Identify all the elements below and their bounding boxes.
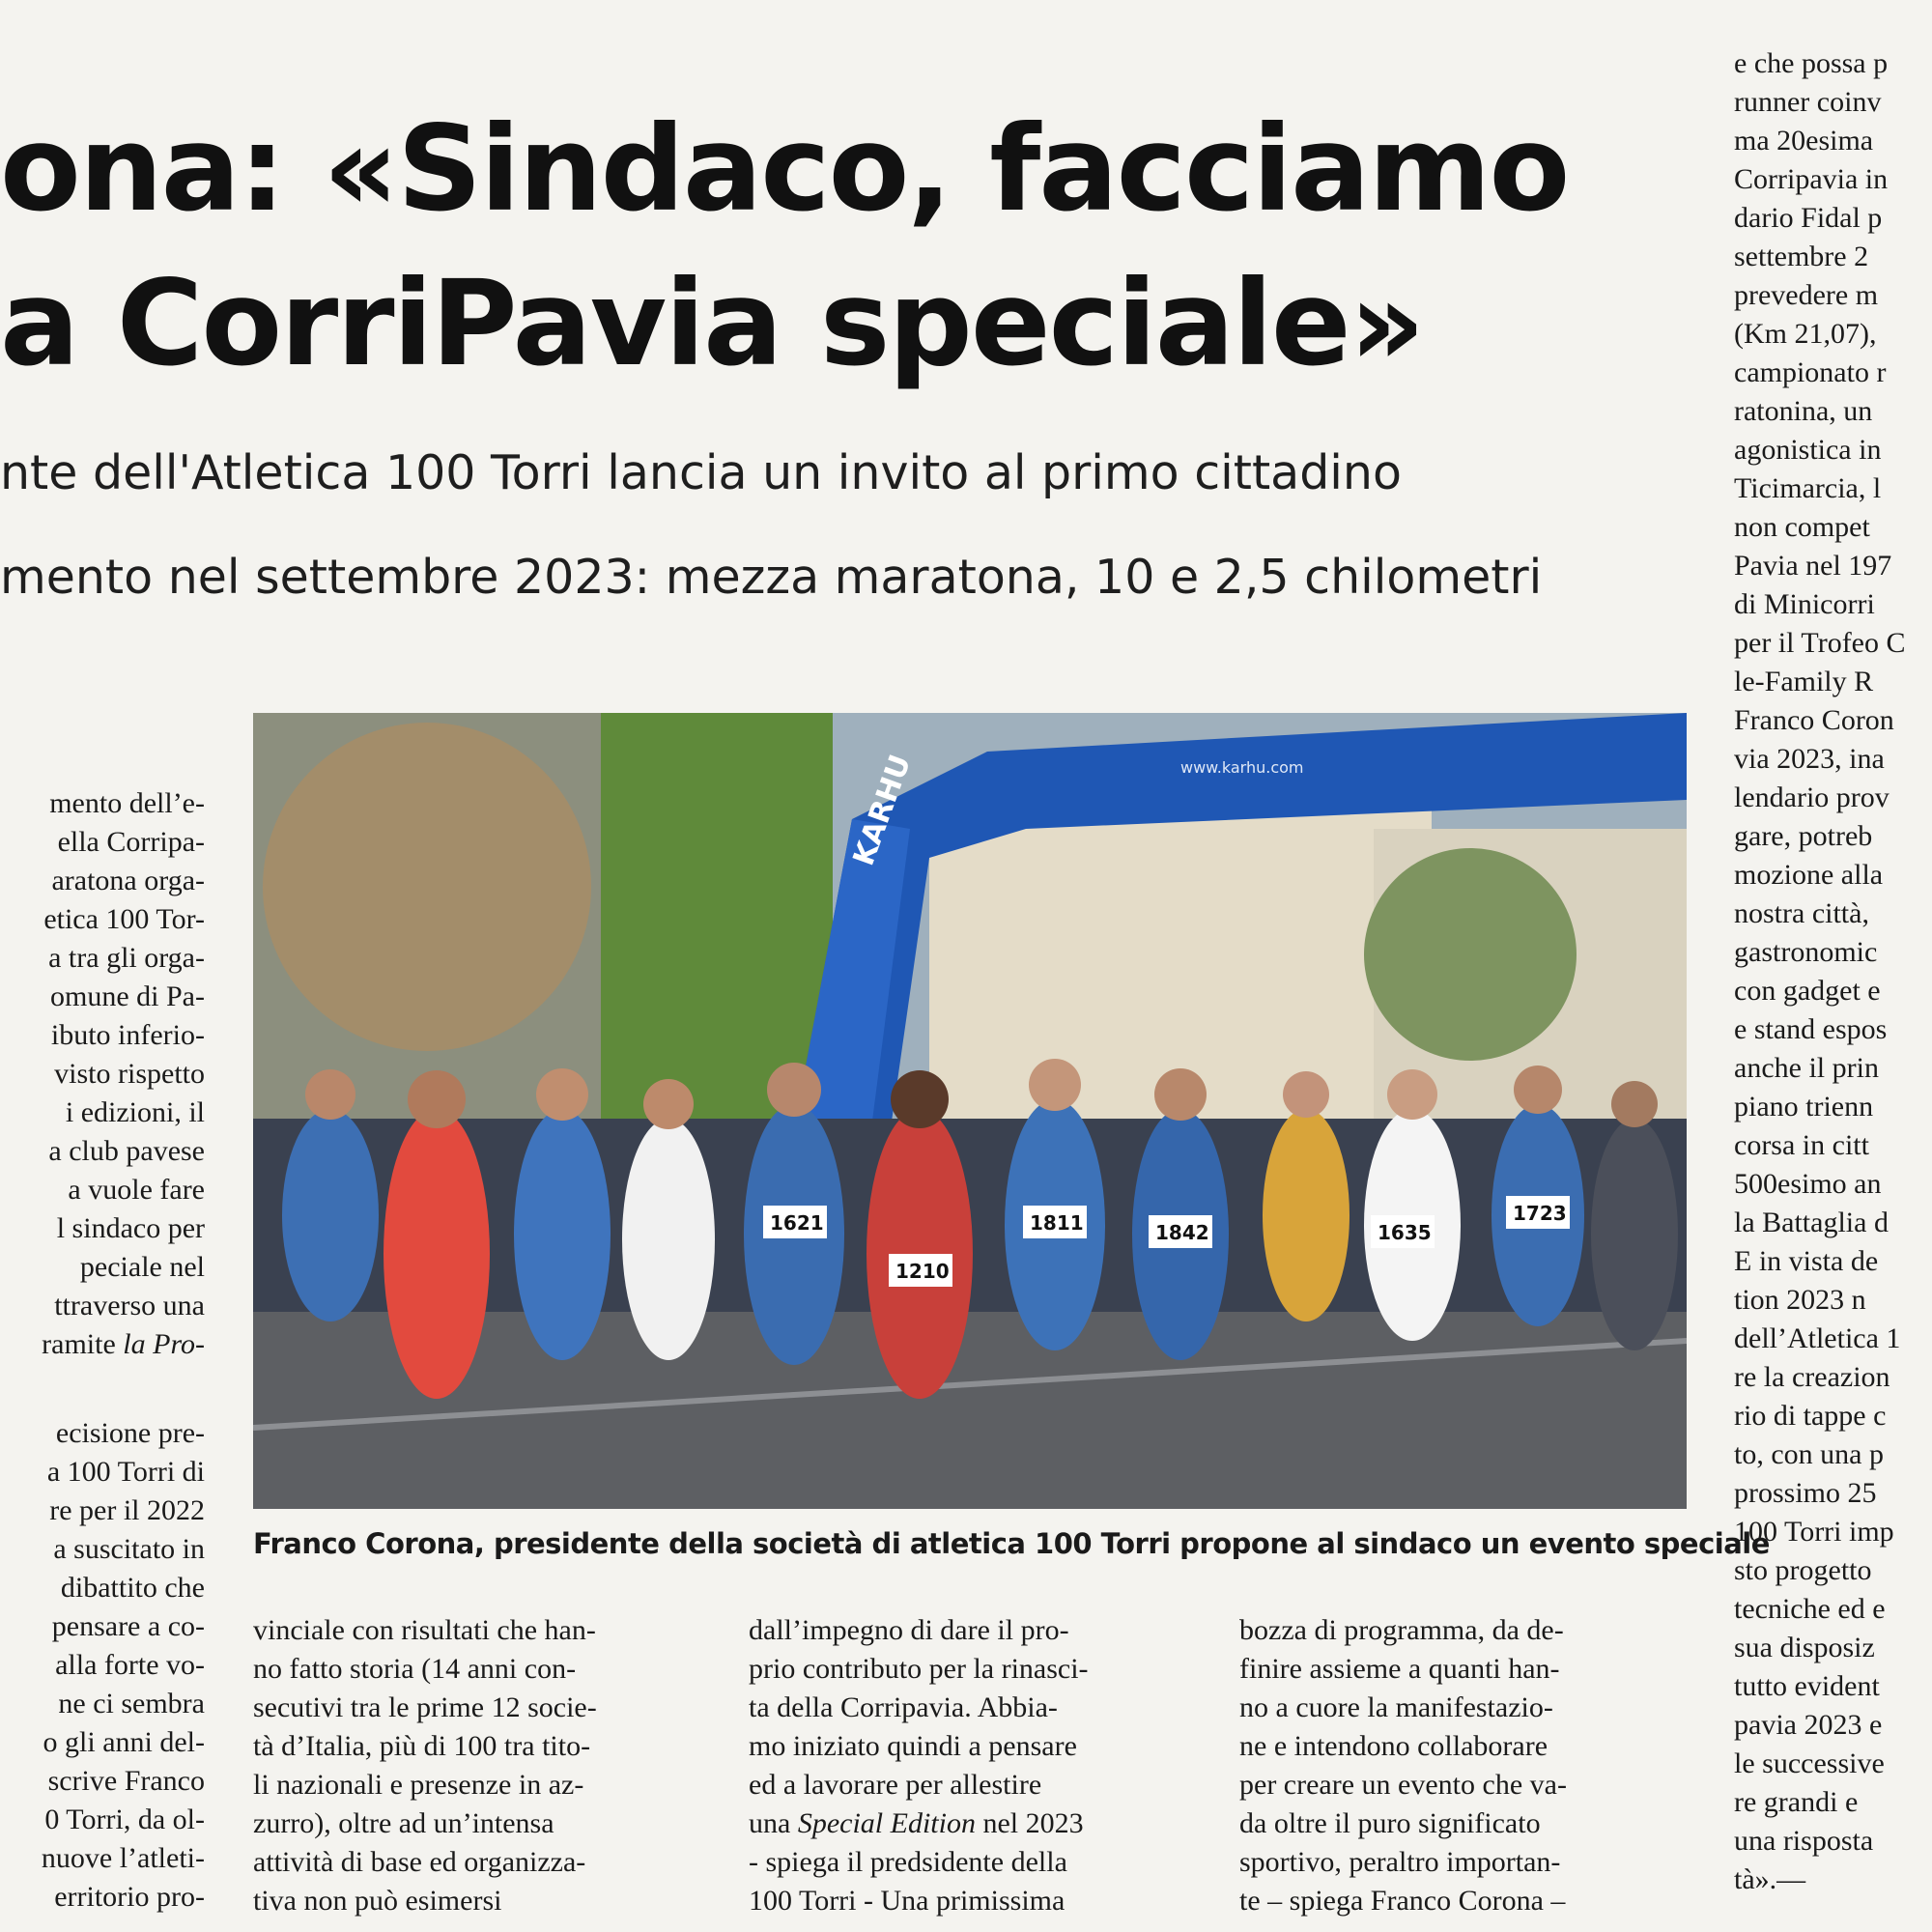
left-column-continued: [0, 1414, 205, 1917]
text-line: bozza di programma, da de-: [1239, 1614, 1564, 1646]
text-line: le successive: [1734, 1747, 1885, 1779]
text-line: ecisione pre-: [55, 1417, 205, 1449]
text-line: prevedere m: [1734, 279, 1879, 311]
text-line: tion 2023 n: [1734, 1284, 1866, 1316]
text-line: dall’impegno di dare il pro-: [749, 1614, 1069, 1646]
text-line: ibuto inferio-: [50, 1019, 205, 1051]
arch-brand-text: KARHU: [846, 750, 919, 870]
text-line: nuove l’atleti-: [41, 1842, 205, 1874]
text-line: ma 20esima: [1734, 125, 1874, 156]
text-line: 0 Torri, da ol-: [44, 1804, 205, 1835]
text-line: una risposta: [1734, 1825, 1874, 1857]
text-line: Pavia nel 197: [1734, 550, 1892, 582]
bib-number: 1210: [895, 1260, 950, 1283]
text-line: mento dell’e-: [49, 787, 205, 819]
text-line: [0, 1325, 205, 1364]
text-line: scrive Franco: [47, 1765, 205, 1797]
left-column: [0, 784, 205, 1364]
text-line: Ticimarcia, l: [1734, 472, 1882, 504]
text-line: no a cuore la manifestazio-: [1239, 1691, 1553, 1723]
text-line: re grandi e: [1734, 1786, 1859, 1818]
right-column: [1734, 44, 1932, 1899]
text-line: 500esimo an: [1734, 1168, 1882, 1200]
text-line: vinciale con risultati che han-: [253, 1614, 596, 1646]
text-line: gare, potreb: [1734, 820, 1873, 852]
text-line: tiva non può esimersi: [253, 1885, 502, 1917]
bib-number: 1811: [1030, 1211, 1084, 1235]
text-line: corsa in citt: [1734, 1129, 1869, 1161]
subheadline-line-2: mento nel settembre 2023: mezza maratona, 10 e 2,5 chilometri: [0, 550, 1543, 605]
text-line: per il Trofeo C: [1734, 627, 1906, 659]
text-line: alla forte vo-: [55, 1649, 205, 1681]
text-line: li nazionali e presenze in az-: [253, 1769, 584, 1801]
text-line: a tra gli orga-: [48, 942, 205, 974]
text-line: con gadget e: [1734, 975, 1881, 1007]
text-line: Franco Coron: [1734, 704, 1894, 736]
text-line: o gli anni del-: [43, 1726, 205, 1758]
text-line: (Km 21,07),: [1734, 318, 1877, 350]
text-line: - spiega il predsidente della: [749, 1846, 1067, 1878]
text-fragment: nel 2023: [975, 1807, 1084, 1839]
text-line: ella Corripa-: [57, 826, 205, 858]
text-line: via 2023, ina: [1734, 743, 1885, 775]
text-line: gastronomic: [1734, 936, 1878, 968]
text-line: ed a lavorare per allestire: [749, 1769, 1042, 1801]
text-line: la Battaglia d: [1734, 1207, 1889, 1238]
text-line: finire assieme a quanti han-: [1239, 1653, 1560, 1685]
text-line: omune di Pa-: [50, 980, 205, 1012]
headline-line-2: a CorriPavia speciale»: [0, 255, 1424, 392]
text-line: i edizioni, il: [65, 1096, 205, 1128]
text-line: te – spiega Franco Corona –: [1239, 1885, 1566, 1917]
text-line: zurro), oltre ad un’intensa: [253, 1807, 554, 1839]
text-line: prio contributo per la rinasci-: [749, 1653, 1089, 1685]
text-line: e stand espos: [1734, 1013, 1888, 1045]
text-line: attività di base ed organizza-: [253, 1846, 586, 1878]
text-line: peciale nel: [79, 1251, 205, 1283]
text-line: etica 100 Tor-: [43, 903, 205, 935]
text-line: ne ci sembra: [58, 1688, 205, 1719]
text-line: da oltre il puro significato: [1239, 1807, 1541, 1839]
text-line: a club pavese: [48, 1135, 205, 1167]
headline-line-1: ona: «Sindaco, facciamo: [0, 100, 1569, 238]
text-line: di Minicorri: [1734, 588, 1875, 620]
text-line: per creare un evento che va-: [1239, 1769, 1567, 1801]
text-line: dell’Atletica 1: [1734, 1322, 1901, 1354]
text-line: tà».—: [1734, 1863, 1806, 1895]
text-line: l sindaco per: [56, 1212, 205, 1244]
text-line: anche il prin: [1734, 1052, 1879, 1084]
text-fragment: ramite: [42, 1328, 124, 1360]
text-line: E in vista de: [1734, 1245, 1879, 1277]
bottom-column-3: [1239, 1611, 1684, 1920]
text-line: tutto evident: [1734, 1670, 1880, 1702]
text-line: dibattito che: [60, 1572, 205, 1604]
text-line: sportivo, peraltro importan-: [1239, 1846, 1561, 1878]
text-line: non compet: [1734, 511, 1870, 543]
bib-number: 1621: [770, 1211, 824, 1235]
text-line: secutivi tra le prime 12 socie-: [253, 1691, 597, 1723]
text-line: to, con una p: [1734, 1438, 1884, 1470]
text-line: re la creazion: [1734, 1361, 1890, 1393]
arch-url-text: www.karhu.com: [1180, 758, 1304, 777]
text-line: tecniche ed e: [1734, 1593, 1886, 1625]
text-line: 100 Torri imp: [1734, 1516, 1894, 1548]
text-line: prossimo 25: [1734, 1477, 1877, 1509]
bib-number: 1723: [1513, 1202, 1567, 1225]
text-line: rio di tappe c: [1734, 1400, 1887, 1432]
text-line: e che possa p: [1734, 47, 1889, 79]
bib-number: 1842: [1155, 1221, 1209, 1244]
text-line: lendario prov: [1734, 781, 1889, 813]
text-line: campionato r: [1734, 356, 1887, 388]
bottom-column-2: [749, 1611, 1195, 1920]
text-line: settembre 2: [1734, 241, 1869, 272]
text-line: ratonina, un: [1734, 395, 1873, 427]
subheadline-line-1: nte dell'Atletica 100 Torri lancia un invito al primo cittadino: [0, 445, 1402, 500]
text-line: piano trienn: [1734, 1091, 1874, 1122]
text-line: dario Fidal p: [1734, 202, 1883, 234]
text-line: [749, 1804, 1195, 1843]
text-line: erritorio pro-: [54, 1881, 205, 1913]
text-line: mozione alla: [1734, 859, 1884, 891]
text-line: 100 Torri - Una primissima: [749, 1885, 1065, 1917]
bottom-column-1: [253, 1611, 705, 1920]
text-line: mo iniziato quindi a pensare: [749, 1730, 1077, 1762]
text-line: re per il 2022: [49, 1494, 205, 1526]
text-line: no fatto storia (14 anni con-: [253, 1653, 577, 1685]
text-line: agonistica in: [1734, 434, 1882, 466]
text-line: aratona orga-: [51, 865, 205, 896]
text-line: pavia 2023 e: [1734, 1709, 1883, 1741]
italic-fragment: Special Edition: [797, 1807, 976, 1839]
text-line: tà d’Italia, più di 100 tra tito-: [253, 1730, 591, 1762]
text-line: ttraverso una: [54, 1290, 205, 1321]
text-line: a vuole fare: [68, 1174, 205, 1206]
text-line: runner coinv: [1734, 86, 1882, 118]
race-start-photo: [253, 713, 1687, 1509]
text-line: a 100 Torri di: [46, 1456, 205, 1488]
photo-caption: Franco Corona, presidente della società di atletica 100 Torri propone al sindaco un evento speciale: [253, 1527, 1770, 1560]
text-line: pensare a co-: [51, 1610, 205, 1642]
text-line: visto rispetto: [54, 1058, 205, 1090]
text-line: nostra città,: [1734, 897, 1869, 929]
text-line: sto progetto: [1734, 1554, 1872, 1586]
text-line: a suscitato in: [53, 1533, 205, 1565]
text-line: sua disposiz: [1734, 1632, 1875, 1663]
bib-number: 1635: [1378, 1221, 1432, 1244]
text-line: ne e intendono collaborare: [1239, 1730, 1548, 1762]
text-fragment: una: [749, 1807, 798, 1839]
text-line: Corripavia in: [1734, 163, 1889, 195]
italic-fragment: la Pro-: [123, 1328, 205, 1360]
text-line: le-Family R: [1734, 666, 1874, 697]
text-line: ta della Corripavia. Abbia-: [749, 1691, 1058, 1723]
